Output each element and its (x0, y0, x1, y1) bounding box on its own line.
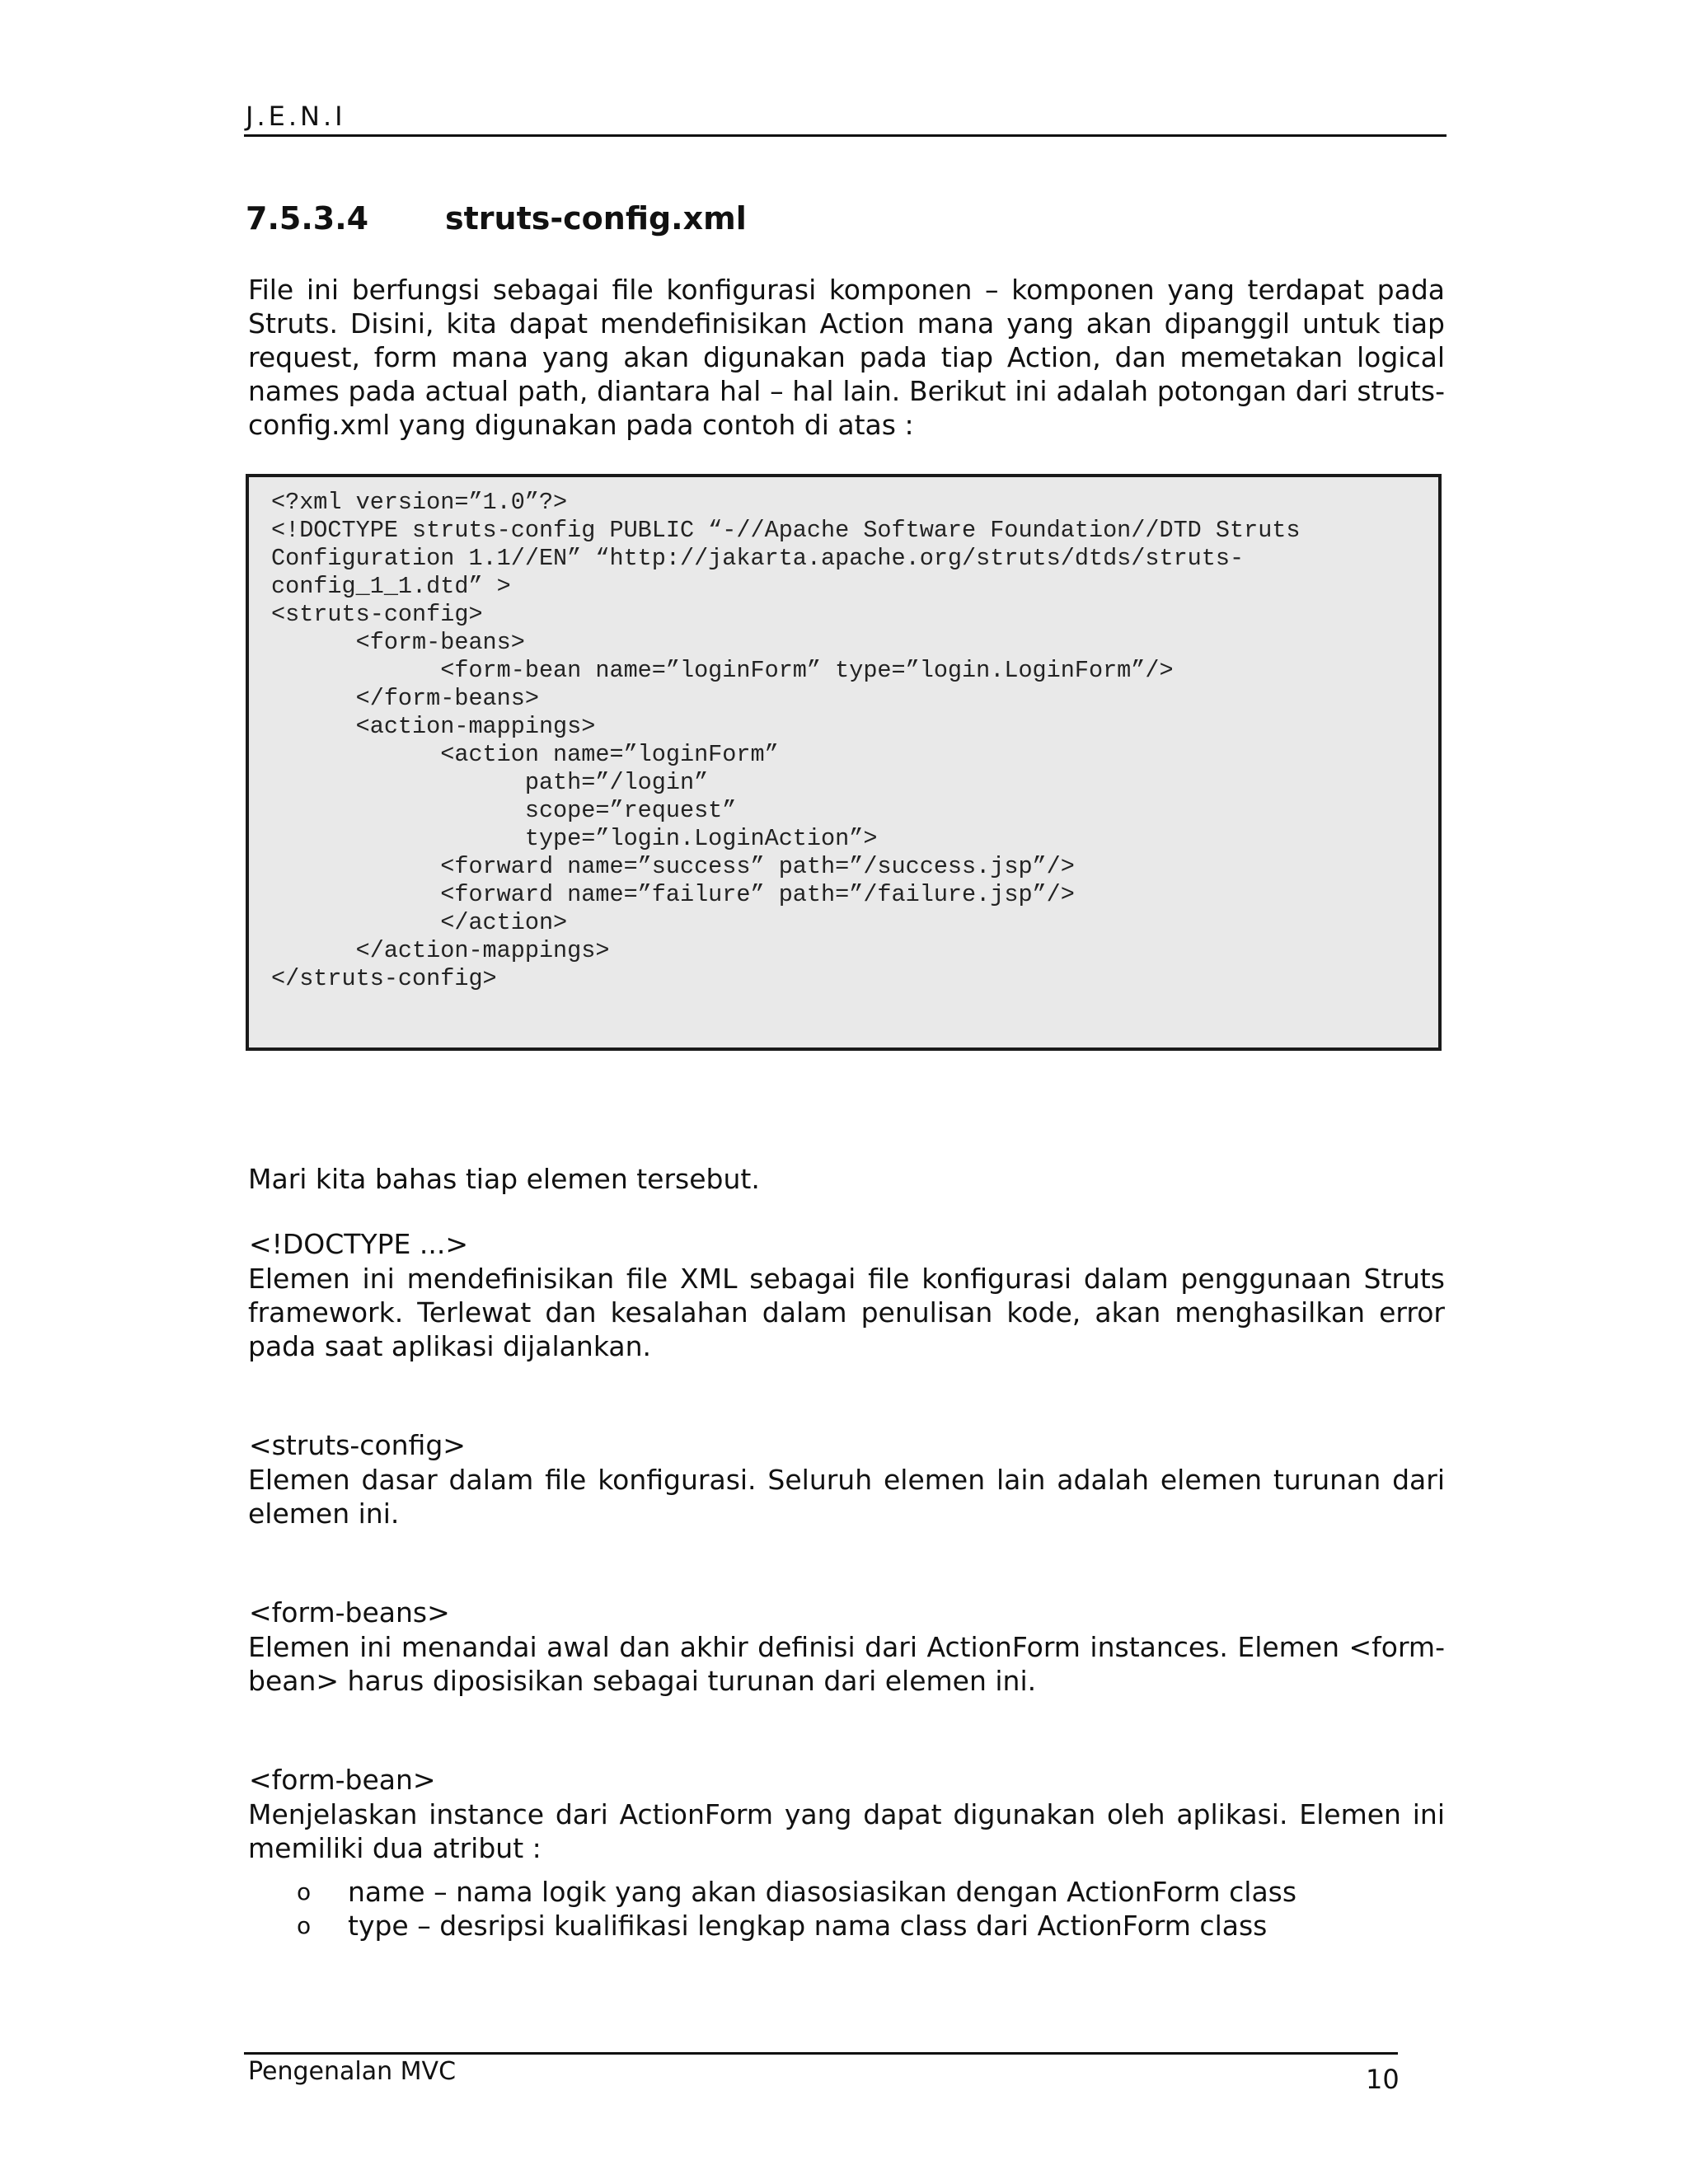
discussion-intro: Mari kita bahas tiap elemen tersebut. (248, 1163, 760, 1195)
list-item-text: name – nama logik yang akan diasosiasikan dengan ActionForm class (348, 1876, 1297, 1908)
intro-paragraph: File ini berfungsi sebagai file konfigurasi komponen – komponen yang terdapat pada Struts. Disini, kita dapat mendefinisikan Action mana yang akan dipanggil untuk tiap request, form mana yang akan digunakan pada tiap Action, dan memetakan logical names pada actual path, diantara hal – hal lain. Berikut ini adalah potongan dari struts-config.xml yang digunakan pada contoh di atas : (248, 274, 1445, 441)
element-name-doctype: <!DOCTYPE ...> (249, 1228, 468, 1260)
bullet-marker: o (297, 1878, 312, 1905)
header-rule (244, 134, 1447, 137)
element-desc-form-beans: Elemen ini menandai awal dan akhir definisi dari ActionForm instances. Elemen <form-bean> harus diposisikan sebagai turunan dari elemen ini. (248, 1631, 1445, 1697)
element-name-form-bean: <form-bean> (249, 1764, 436, 1796)
list-item-text: type – desripsi kualifikasi lengkap nama class dari ActionForm class (348, 1910, 1268, 1942)
page-number: 10 (1366, 2064, 1400, 2095)
list-item (297, 1875, 1296, 1909)
section-heading (246, 200, 747, 237)
code-listing: <?xml version=”1.0”?> <!DOCTYPE struts-config PUBLIC “-//Apache Software Foundation//DTD Struts Configuration 1.1//EN” “http://jakarta.apache.org/struts/dtds/struts- config_1_1.dtd” > <struts-config> <form-beans> <form-bean name=”loginForm” type=”login.LoginForm”/> </form-beans> <action-mappings> <action name=”loginForm” path=”/login” scope=”request” type=”login.LoginAction”> <forward name=”success” path=”/success.jsp”/> <forward name=”failure” path=”/failure.jsp”/> </action> </action-mappings> </struts-config> (271, 489, 1301, 992)
element-name-struts-config: <struts-config> (249, 1429, 466, 1461)
bullet-marker: o (297, 1912, 312, 1939)
running-header: J.E.N.I (246, 101, 346, 132)
element-desc-struts-config: Elemen dasar dalam file konfigurasi. Seluruh elemen lain adalah elemen turunan dari elemen ini. (248, 1464, 1445, 1530)
attribute-list (297, 1875, 1296, 1943)
section-title: struts-config.xml (445, 200, 747, 237)
list-item (297, 1909, 1296, 1943)
element-name-form-beans: <form-beans> (249, 1596, 450, 1629)
element-desc-doctype: Elemen ini mendefinisikan file XML sebagai file konfigurasi dalam penggunaan Struts framework. Terlewat dan kesalahan dalam penulisan kode, akan menghasilkan error pada saat aplikasi dijalankan. (248, 1263, 1445, 1362)
footer-chapter: Pengenalan MVC (248, 2057, 457, 2086)
element-desc-form-bean: Menjelaskan instance dari ActionForm yang dapat digunakan oleh aplikasi. Elemen ini memiliki dua atribut : (248, 1798, 1445, 1864)
footer-rule (244, 2052, 1398, 2055)
code-listing-box (246, 474, 1442, 1051)
section-number: 7.5.3.4 (246, 200, 369, 237)
